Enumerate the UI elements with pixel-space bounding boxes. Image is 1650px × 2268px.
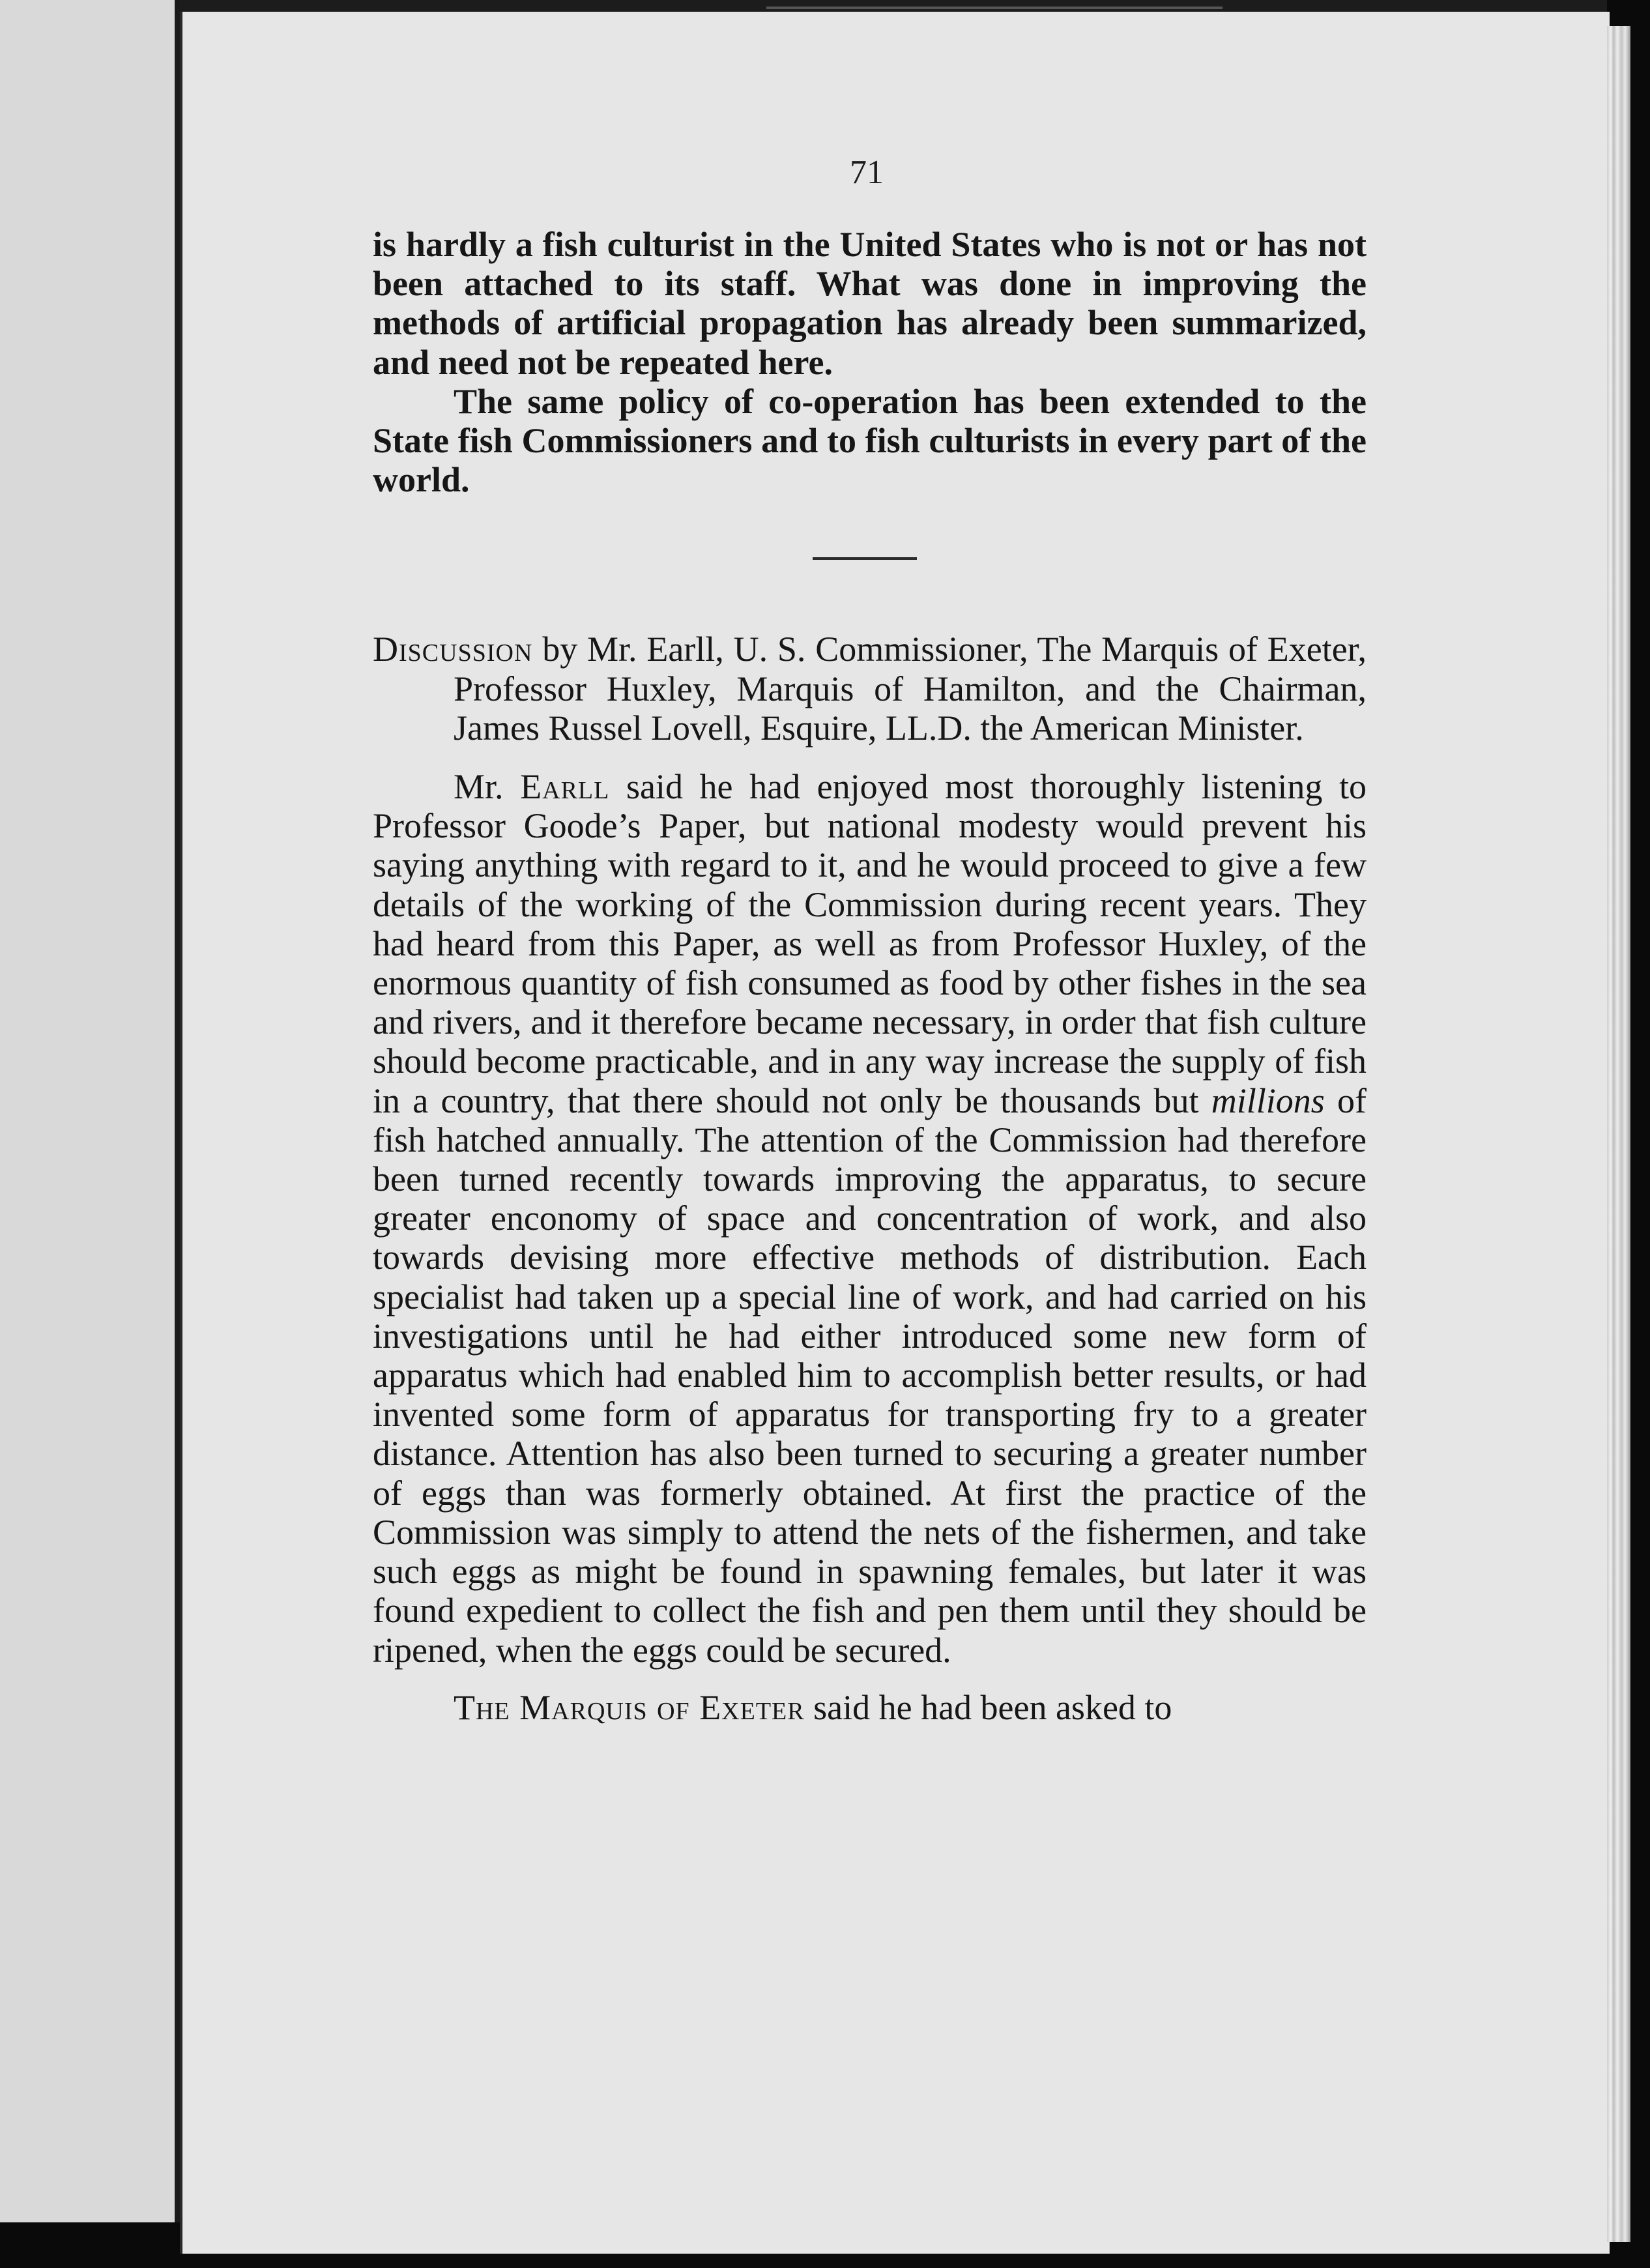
exeter-speaker: The Marquis of Exeter: [454, 1687, 805, 1727]
discussion-heading-lead: Discussion: [373, 630, 533, 669]
discussion-heading: [373, 630, 1367, 748]
spacer: [373, 748, 1367, 767]
divider-rule: [813, 557, 917, 560]
earll-emphasis: millions: [1211, 1081, 1325, 1120]
text-column: [373, 225, 1367, 1727]
section-divider: [373, 499, 1367, 630]
paragraph-continuation: is hardly a fish culturist in the United States who is not or has not been attached to its staff. What was done in improving the methods of artificial propagation has already been summarized, and need not be repeated here.: [373, 225, 1367, 382]
page-number: 71: [850, 154, 884, 191]
earll-prefix: Mr.: [454, 767, 504, 807]
spacer: [373, 1670, 1367, 1688]
left-facing-page: [0, 0, 180, 2222]
discussion-heading-participants: by Mr. Earll, U. S. Commissioner, The Marquis of Exeter, Professor Huxley, Marquis of Hamilton, and the Chairman, James Russel Lovell, Esquire, LL.D. the American Minister.: [454, 630, 1367, 748]
exeter-text: said he had been asked to: [813, 1687, 1172, 1727]
page-stack-edges: [1607, 26, 1630, 2242]
earll-text-part-2: of fish hatched annually. The attention of the Commission had therefore been turned recently towards improving the apparatus, to secure greater enconomy of space and concentration of work, and also towards devising more effective methods of distribution. Each specialist had taken up a special line of work, and had carried on his investigations until he had either introduced some new form of apparatus which had enabled him to accomplish better results, or had invented some form of apparatus for transporting fry to a greater distance. Attention has also been turned to securing a greater number of eggs than was formerly obtained. At first the practice of the Commission was simply to attend the nets of the fishermen, and take such eggs as might be found in spawning females, but later it was found expedient to collect the fish and pen them until they should be ripened, when the eggs could be secured.: [373, 1081, 1367, 1670]
earll-speaker: Earll: [520, 767, 610, 807]
earll-text-part-1: said he had enjoyed most thoroughly listening to Professor Goode’s Paper, but national modesty would prevent his saying anything with regard to it, and he would proceed to give a few details of the working of the Commission during recent years. They had heard from this Paper, as well as from Professor Huxley, of the enormous quantity of fish consumed as food by other fishes in the sea and rivers, and it therefore became necessary, in order that fish culture should become practicable, and in any way increase the supply of fish in a country, that there should not only be thousands but: [373, 767, 1367, 1120]
paragraph-exeter: [373, 1688, 1367, 1727]
paragraph-earll: [373, 767, 1367, 1670]
paragraph-cooperation: The same policy of co-operation has been extended to the State fish Commissioners and to fish culturists in every part of the world.: [373, 381, 1367, 500]
scan-top-edge: [180, 0, 1607, 12]
